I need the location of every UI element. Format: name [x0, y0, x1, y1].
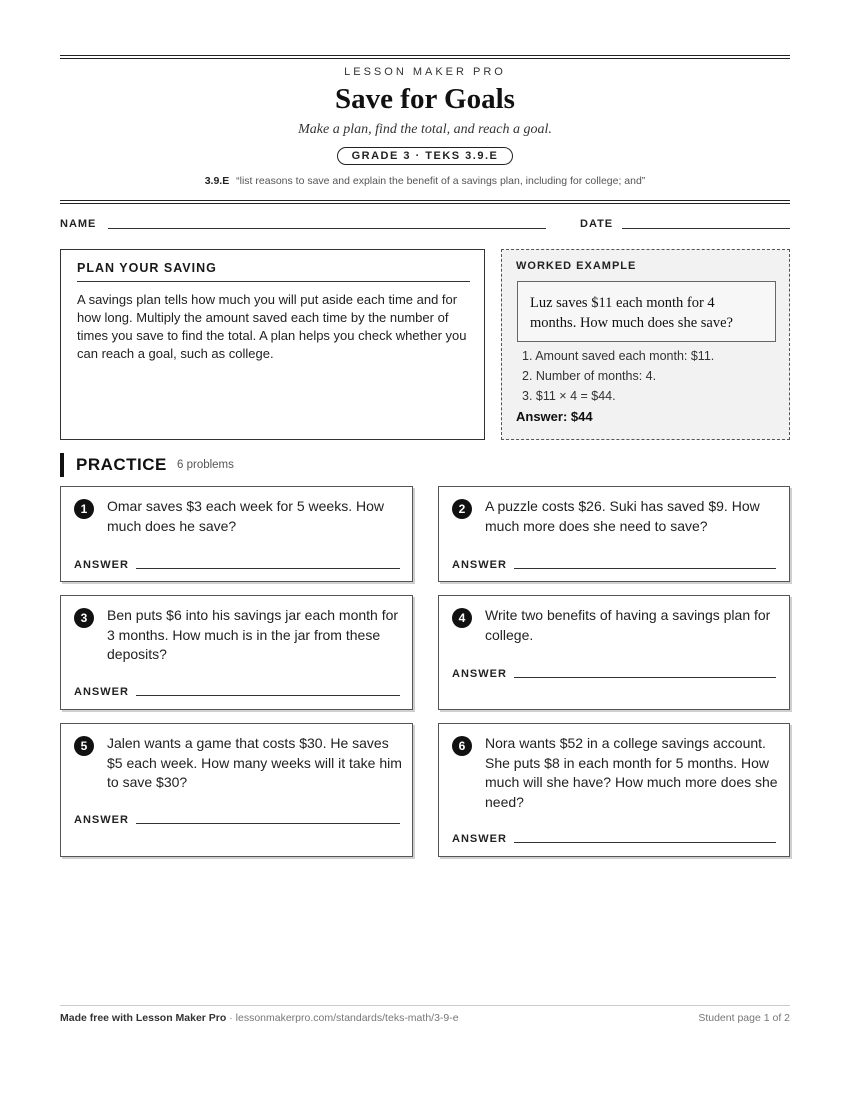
answer-field[interactable]: [136, 823, 400, 824]
problem-number-badge: 6: [452, 736, 472, 756]
worked-example-box: [501, 249, 790, 440]
problem-card-2: [438, 486, 790, 582]
answer-label: ANSWER: [74, 686, 129, 698]
worked-example-problem: Luz saves $11 each month for 4 months. How much does she save?: [517, 281, 776, 342]
footer-credit: [60, 1012, 459, 1024]
footer-url-link[interactable]: lessonmakerpro.com/standards/teks-math/3-9-e: [235, 1012, 459, 1024]
practice-count: 6 problems: [177, 459, 234, 471]
footer-rule: [60, 1005, 790, 1006]
page-title: Save for Goals: [335, 83, 515, 115]
problem-text: Nora wants $52 in a college savings account. She puts $8 in each month for 5 months. How much will she have? How much more does she need?: [485, 735, 778, 810]
date-label: DATE: [580, 218, 614, 230]
footer-made-with: Made free with Lesson Maker Pro: [60, 1012, 227, 1024]
practice-title: PRACTICE: [76, 455, 167, 474]
problem-number-badge: 1: [74, 499, 94, 519]
standard-line: [60, 175, 790, 187]
name-date-row: [60, 216, 790, 232]
answer-label: ANSWER: [74, 559, 129, 571]
problem-number-badge: 3: [74, 608, 94, 628]
plan-heading: PLAN YOUR SAVING: [77, 261, 470, 282]
worked-example-step: 1. Amount saved each month: $11.: [522, 349, 715, 363]
standard-text: “list reasons to save and explain the benefit of a savings plan, including for college; and”: [236, 175, 646, 187]
problem-card-4: [438, 595, 790, 710]
footer-page-number: Student page 1 of 2: [698, 1012, 790, 1024]
name-label: NAME: [60, 218, 97, 230]
worked-example-step: 3. $11 × 4 = $44.: [522, 389, 616, 403]
answer-label: ANSWER: [452, 668, 507, 680]
answer-field[interactable]: [136, 568, 400, 569]
grade-badge: GRADE 3 · TEKS 3.9.E: [337, 147, 514, 165]
standard-code: 3.9.E: [204, 175, 230, 187]
worked-example-step: 2. Number of months: 4.: [522, 369, 657, 383]
answer-field[interactable]: [514, 568, 776, 569]
problem-text: A puzzle costs $26. Suki has saved $9. How much more does she need to save?: [485, 498, 760, 534]
answer-label: ANSWER: [74, 814, 129, 826]
header-double-rule: [60, 200, 790, 204]
problem-number-badge: 2: [452, 499, 472, 519]
footer-separator: ·: [226, 1012, 236, 1024]
answer-label: ANSWER: [452, 833, 507, 845]
problem-text: Ben puts $6 into his savings jar each month for 3 months. How much is in the jar from these deposits?: [107, 607, 399, 662]
name-field[interactable]: [108, 228, 546, 229]
problem-text: Write two benefits of having a savings plan for college.: [485, 607, 771, 643]
answer-field[interactable]: [136, 695, 400, 696]
plan-body-text: A savings plan tells how much you will put aside each time and for how long. Multiply the amount saved each time by the number of times you save to find the total. A plan helps you check whether you can reach a goal, such as college.: [77, 292, 467, 361]
answer-field[interactable]: [514, 677, 776, 678]
date-field[interactable]: [622, 228, 790, 229]
practice-accent-bar: [60, 453, 64, 477]
problem-text: Jalen wants a game that costs $30. He saves $5 each week. How many weeks will it take him to save $30?: [107, 735, 402, 790]
answer-label: ANSWER: [452, 559, 507, 571]
problem-card-5: [60, 723, 413, 857]
plan-your-saving-box: [60, 249, 485, 440]
worked-example-answer: Answer: $44: [516, 409, 593, 424]
top-double-rule: [60, 55, 790, 59]
problem-card-6: [438, 723, 790, 857]
practice-header: [60, 453, 790, 477]
worked-example-heading: WORKED EXAMPLE: [516, 260, 637, 272]
problem-card-1: [60, 486, 413, 582]
page-subtitle: Make a plan, find the total, and reach a goal.: [298, 122, 552, 137]
worksheet-page: [60, 0, 790, 1100]
answer-field[interactable]: [514, 842, 776, 843]
problem-number-badge: 4: [452, 608, 472, 628]
problem-number-badge: 5: [74, 736, 94, 756]
worked-example-steps: [522, 346, 782, 406]
problem-card-3: [60, 595, 413, 710]
problem-text: Omar saves $3 each week for 5 weeks. How much does he save?: [107, 498, 385, 534]
brand-name: LESSON MAKER PRO: [344, 66, 506, 78]
